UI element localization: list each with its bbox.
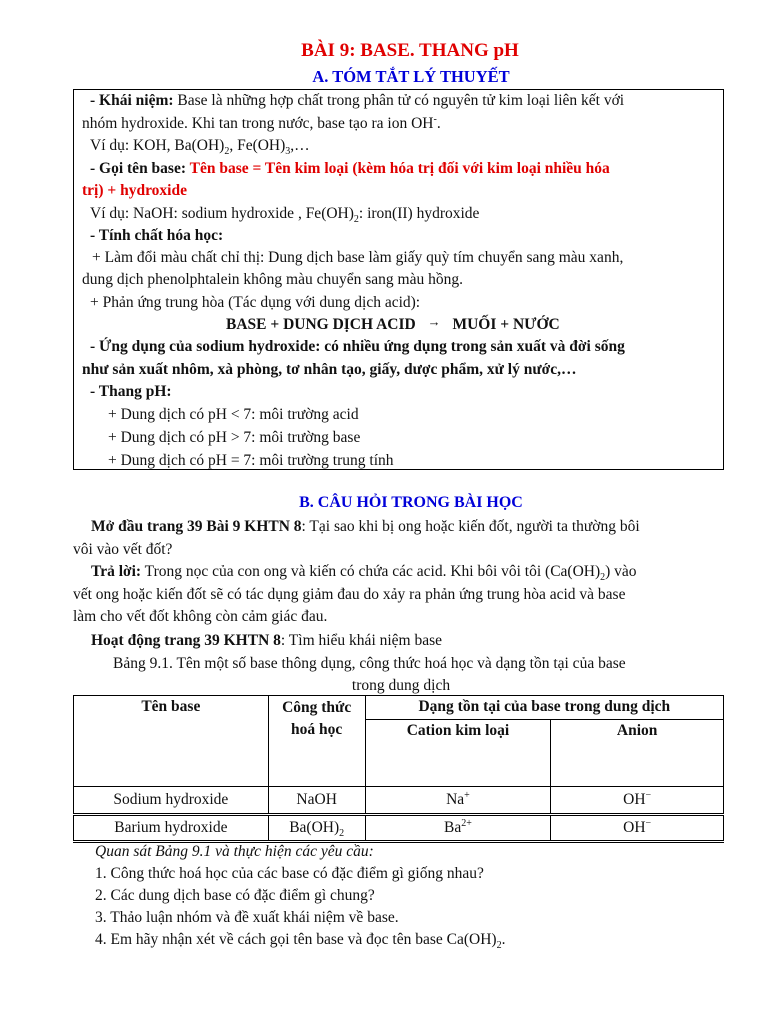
indicator-line-2: dung dịch phenolphtalein không màu chuyển sang màu hồng. xyxy=(82,271,463,288)
ph-item-acid: + Dung dịch có pH < 7: môi trường acid xyxy=(108,406,359,423)
table-cell-anion: OH− xyxy=(551,815,724,842)
table-caption-line-2: trong dung dịch xyxy=(351,677,451,694)
definition-line-1: - Khái niệm: Base là những hợp chất trong phân tử có nguyên tử kim loại liên kết với xyxy=(90,92,625,109)
header-cation: Cation kim loại xyxy=(365,719,551,786)
example-line-2: Ví dụ: NaOH: sodium hydroxide , $Fe(OH)_2$: iron(II) hydroxide xyxy=(90,205,480,226)
properties-heading: - Tính chất hóa học: xyxy=(90,227,224,244)
table-cell-formula: $Ba(OH)_2$ xyxy=(268,815,365,842)
answer-line-1: Trả lời: Trong nọc của con ong và kiến có chứa các acid. Khi bôi vôi tôi $(Ca(OH)_2)$ vào xyxy=(91,563,637,584)
header-anion: Anion xyxy=(551,719,724,786)
header-formula: Công thức hoá học xyxy=(268,696,365,787)
theory-summary-box xyxy=(73,89,724,470)
arrow-icon: → xyxy=(427,314,441,329)
question-4: 4. Em hãy nhận xét về cách gọi tên base và đọc tên base $Ca(OH)_2$. xyxy=(95,931,506,952)
table-cell-formula: NaOH xyxy=(268,787,365,815)
neutralization-line: + Phản ứng trung hòa (Tác dụng với dung dịch acid): xyxy=(90,294,421,311)
question-1: 1. Công thức hoá học của các base có đặc điểm gì giống nhau? xyxy=(95,865,484,882)
table-cell-cation: $Ba^{2+}$ xyxy=(365,815,551,842)
table-cell-cation: Na+ xyxy=(365,787,551,815)
naming-rule-line-2: trị) + hydroxide xyxy=(82,182,187,199)
definition-line-2: nhóm hydroxide. Khi tan trong nước, base tạo ra ion OH-. xyxy=(82,113,441,132)
opening-question-line-1: Mở đầu trang 39 Bài 9 KHTN 8: Tại sao khi bị ong hoặc kiến đốt, người ta thường bôi xyxy=(91,518,640,535)
ph-item-base: + Dung dịch có pH > 7: môi trường base xyxy=(108,429,361,446)
applications-line-1: - Ứng dụng của sodium hydroxide: có nhiều ứng dụng trong sản xuất và đời sống xyxy=(90,338,625,355)
page-title: BÀI 9: BASE. THANG pH xyxy=(301,40,519,61)
header-base-name: Tên base xyxy=(74,696,269,787)
question-3: 3. Thảo luận nhóm và đề xuất khái niệm về base. xyxy=(95,909,399,926)
instruction-line: Quan sát Bảng 9.1 và thực hiện các yêu cầu: xyxy=(95,843,374,860)
answer-line-2: vết ong hoặc kiến đốt sẽ có tác dụng giảm đau do xảy ra phản ứng trung hòa acid và base xyxy=(73,586,626,603)
indicator-line-1: + Làm đổi màu chất chỉ thị: Dung dịch base làm giấy quỳ tím chuyển sang màu xanh, xyxy=(92,249,624,266)
applications-line-2: như sản xuất nhôm, xà phòng, tơ nhân tạo, giấy, dược phẩm, xử lý nước,… xyxy=(82,361,577,378)
naming-rule-line-1: - Gọi tên base: Tên base = Tên kim loại (kèm hóa trị đối với kim loại nhiều hóa xyxy=(90,160,610,177)
table-cell-anion: OH− xyxy=(551,787,724,815)
question-2: 2. Các dung dịch base có đặc điểm gì chung? xyxy=(95,887,375,904)
neutralization-equation: BASE + DUNG DỊCH ACID → MUỐI + NƯỚC xyxy=(226,314,560,333)
section-a-heading: A. TÓM TẮT LÝ THUYẾT xyxy=(312,67,510,86)
table-cell-name: Sodium hydroxide xyxy=(74,787,269,815)
base-table xyxy=(73,695,724,843)
header-form-in-solution: Dạng tồn tại của base trong dung dịch xyxy=(365,696,723,720)
example-line-1: Ví dụ: KOH, $Ba(OH)_2$, $Fe(OH)_3,\dots$ xyxy=(90,137,310,158)
table-caption-line-1: Bảng 9.1. Tên một số base thông dụng, công thức hoá học và dạng tồn tại của base xyxy=(113,655,626,672)
ph-item-neutral: + Dung dịch có pH = 7: môi trường trung tính xyxy=(108,452,394,469)
section-b-heading: B. CÂU HỎI TRONG BÀI HỌC xyxy=(299,494,523,511)
table-cell-name: Barium hydroxide xyxy=(74,815,269,842)
answer-line-3: làm cho vết đốt không còn cảm giác đau. xyxy=(73,608,328,625)
activity-line: Hoạt động trang 39 KHTN 8: Tìm hiểu khái niệm base xyxy=(91,632,443,649)
opening-question-line-2: vôi vào vết đốt? xyxy=(73,541,173,558)
ph-scale-heading: - Thang pH: xyxy=(90,383,172,400)
